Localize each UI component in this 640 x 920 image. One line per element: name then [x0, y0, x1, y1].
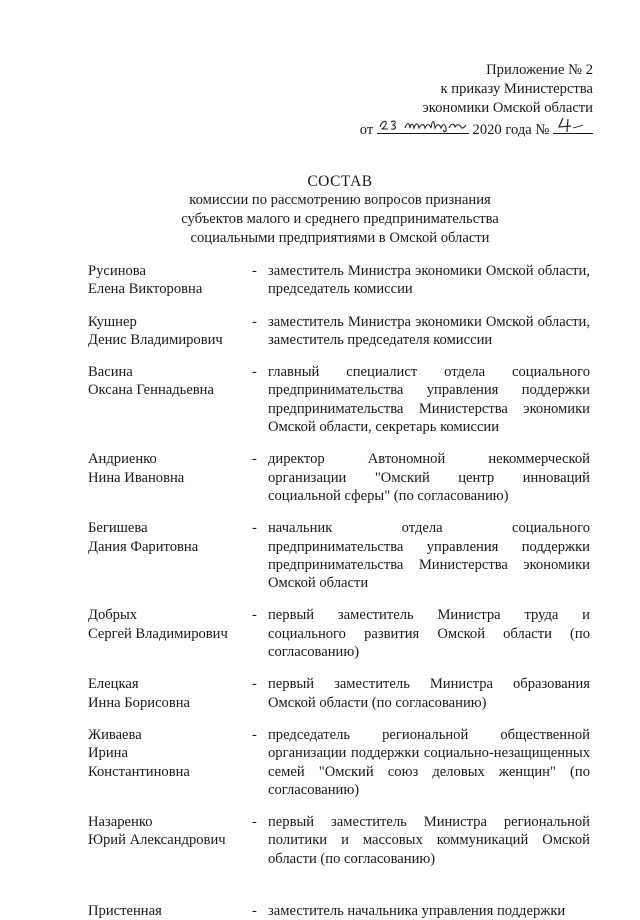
member-row — [88, 450, 590, 505]
appendix-line-3: экономики Омской области — [422, 100, 593, 116]
member-role: первый заместитель Министра региональной политики и массовых коммуникаций Омской области (по согласованию) — [268, 814, 590, 867]
appendix-date-line — [360, 118, 593, 140]
member-dash: - — [252, 726, 257, 743]
member-role: директор Автономной некоммерческой организации "Омский центр инноваций социальной сферы" (по согласованию) — [268, 451, 590, 504]
member-row — [88, 519, 590, 592]
handwritten-number — [553, 118, 593, 134]
title-line-1: комиссии по рассмотрению вопросов признания — [189, 192, 491, 208]
member-row — [88, 313, 590, 350]
appendix-line-1: Приложение № 2 — [486, 62, 593, 78]
document-title — [0, 172, 640, 248]
member-name: Бегишева Дания Фаритовна — [88, 520, 199, 555]
member-dash: - — [252, 364, 257, 381]
title-line-2: субъектов малого и среднего предпринимательства — [181, 211, 499, 227]
member-row — [88, 675, 590, 712]
handwritten-number-ink — [553, 114, 593, 134]
member-name: Пристенная — [88, 903, 162, 920]
handwritten-date-ink — [377, 114, 469, 134]
commission-members-list — [88, 262, 590, 920]
year-text: 2020 года № — [472, 122, 550, 138]
member-name: Васина Оксана Геннадьевна — [88, 364, 214, 399]
member-dash: - — [252, 313, 257, 330]
member-row — [88, 726, 590, 799]
member-role: первый заместитель Министра труда и социального развития Омской области (по согласованию) — [268, 607, 590, 661]
member-role: начальник отдела социального предпринимательства управления поддержки предпринимательства Министерства экономики Омской области — [268, 520, 590, 592]
member-role: заместитель начальника управления поддержки — [268, 903, 566, 920]
member-dash: - — [252, 607, 257, 624]
member-name: Кушнер Денис Владимирович — [88, 313, 223, 348]
member-row — [88, 363, 590, 436]
member-name: Живаева Ирина Константиновна — [88, 726, 190, 780]
member-role: председатель региональной общественной организации поддержки социально-незащищенных семей "Омский союз деловых женщин" (по согласованию) — [268, 726, 590, 798]
appendix-line-2: к приказу Министерства — [440, 81, 593, 97]
member-dash: - — [252, 676, 257, 693]
appendix-header — [360, 61, 593, 140]
member-row — [88, 606, 590, 661]
member-dash: - — [252, 520, 257, 537]
member-name: Андриенко Нина Ивановна — [88, 451, 185, 486]
handwritten-date — [377, 118, 469, 134]
member-role: заместитель Министра экономики Омской области, председатель комиссии — [268, 263, 590, 298]
title-heading: СОСТАВ — [307, 173, 373, 190]
member-name: Назаренко Юрий Александрович — [88, 814, 226, 849]
member-role: первый заместитель Министра образования Омской области (по согласованию) — [268, 676, 590, 711]
member-dash: - — [252, 903, 257, 920]
member-name: Русинова Елена Викторовна — [88, 263, 203, 298]
member-row — [88, 262, 590, 299]
member-role: заместитель Министра экономики Омской области, заместитель председателя комиссии — [268, 313, 590, 348]
member-row — [88, 813, 590, 868]
member-name: Елецкая Инна Борисовна — [88, 676, 191, 711]
member-dash: - — [252, 451, 257, 468]
member-dash: - — [252, 263, 257, 279]
title-line-3: социальными предприятиями в Омской области — [190, 230, 490, 246]
member-dash: - — [252, 814, 257, 831]
member-name: Добрых Сергей Владимирович — [88, 607, 228, 642]
date-prefix: от — [359, 122, 374, 138]
member-role: главный специалист отдела социального предпринимательства управления поддержки предпринимательства Министерства экономики Омской области, секретарь комиссии — [268, 364, 590, 436]
